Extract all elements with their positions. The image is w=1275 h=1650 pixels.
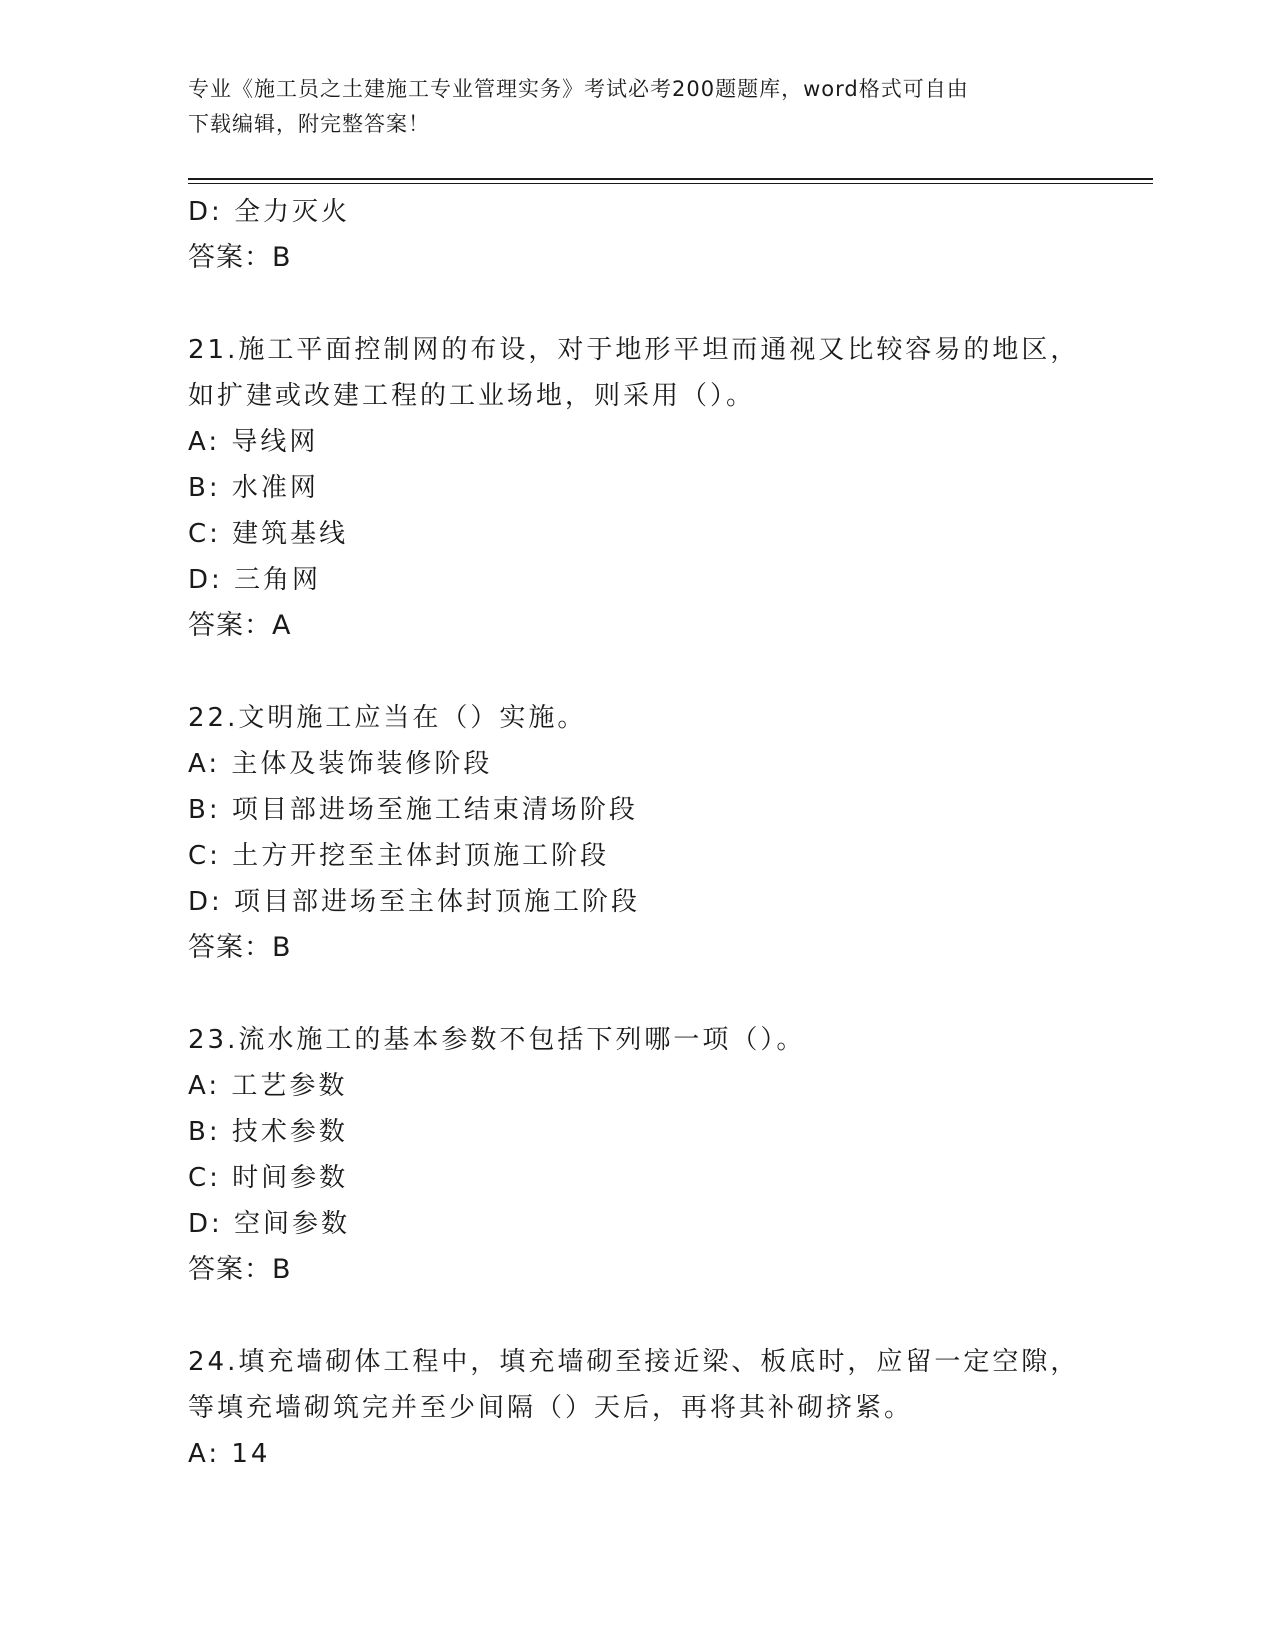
option-b: B: 项目部进场至施工结束清场阶段: [188, 795, 638, 825]
option-d: D: 三角网: [188, 565, 322, 595]
answer-line: 答案：B: [188, 242, 292, 273]
header-line-1: 专业《施工员之土建施工专业管理实务》考试必考200题题库，word格式可自由: [188, 77, 969, 101]
header-rule-thin: [188, 183, 1153, 184]
answer-line: 答案：A: [188, 610, 292, 641]
option-c: C: 土方开挖至主体封顶施工阶段: [188, 841, 610, 871]
question-24: [188, 1339, 1148, 1477]
question-stem: 24.填充墙砌体工程中，填充墙砌至接近梁、板底时，应留一定空隙，: [188, 1347, 1080, 1377]
option-b: B: 技术参数: [188, 1117, 348, 1147]
question-stem-continued: 等填充墙砌筑完并至少间隔（）天后，再将其补砌挤紧。: [188, 1393, 914, 1423]
option-d: D: 项目部进场至主体封顶施工阶段: [188, 887, 641, 917]
question-22: [188, 695, 1148, 971]
question-stem: 22.文明施工应当在（）实施。: [188, 703, 587, 733]
spacer: [188, 649, 1148, 695]
option-a: A: 导线网: [188, 427, 319, 457]
option-a: A: 主体及装饰装修阶段: [188, 749, 493, 779]
question-23: [188, 1017, 1148, 1293]
answer-line: 答案：B: [188, 932, 292, 963]
question-20-tail: [188, 189, 1148, 281]
question-list: [188, 189, 1148, 1477]
question-stem-continued: 如扩建或改建工程的工业场地，则采用（）。: [188, 381, 756, 411]
header-line-2: 下载编辑，附完整答案！: [188, 112, 430, 136]
header-rule-thick: [188, 178, 1153, 180]
option-a: A: 工艺参数: [188, 1071, 348, 1101]
document-header: [188, 72, 1088, 142]
question-stem: 23.流水施工的基本参数不包括下列哪一项（）。: [188, 1025, 806, 1055]
option-d: D: 全力灭火: [188, 197, 351, 227]
option-c: C: 建筑基线: [188, 519, 349, 549]
spacer: [188, 1293, 1148, 1339]
option-d: D: 空间参数: [188, 1209, 351, 1239]
option-b: B: 水准网: [188, 473, 319, 503]
question-21: [188, 327, 1148, 649]
option-c: C: 时间参数: [188, 1163, 349, 1193]
spacer: [188, 281, 1148, 327]
answer-line: 答案：B: [188, 1254, 292, 1285]
question-stem: 21.施工平面控制网的布设，对于地形平坦而通视又比较容易的地区，: [188, 335, 1080, 365]
spacer: [188, 971, 1148, 1017]
option-a: A: 14: [188, 1439, 271, 1469]
